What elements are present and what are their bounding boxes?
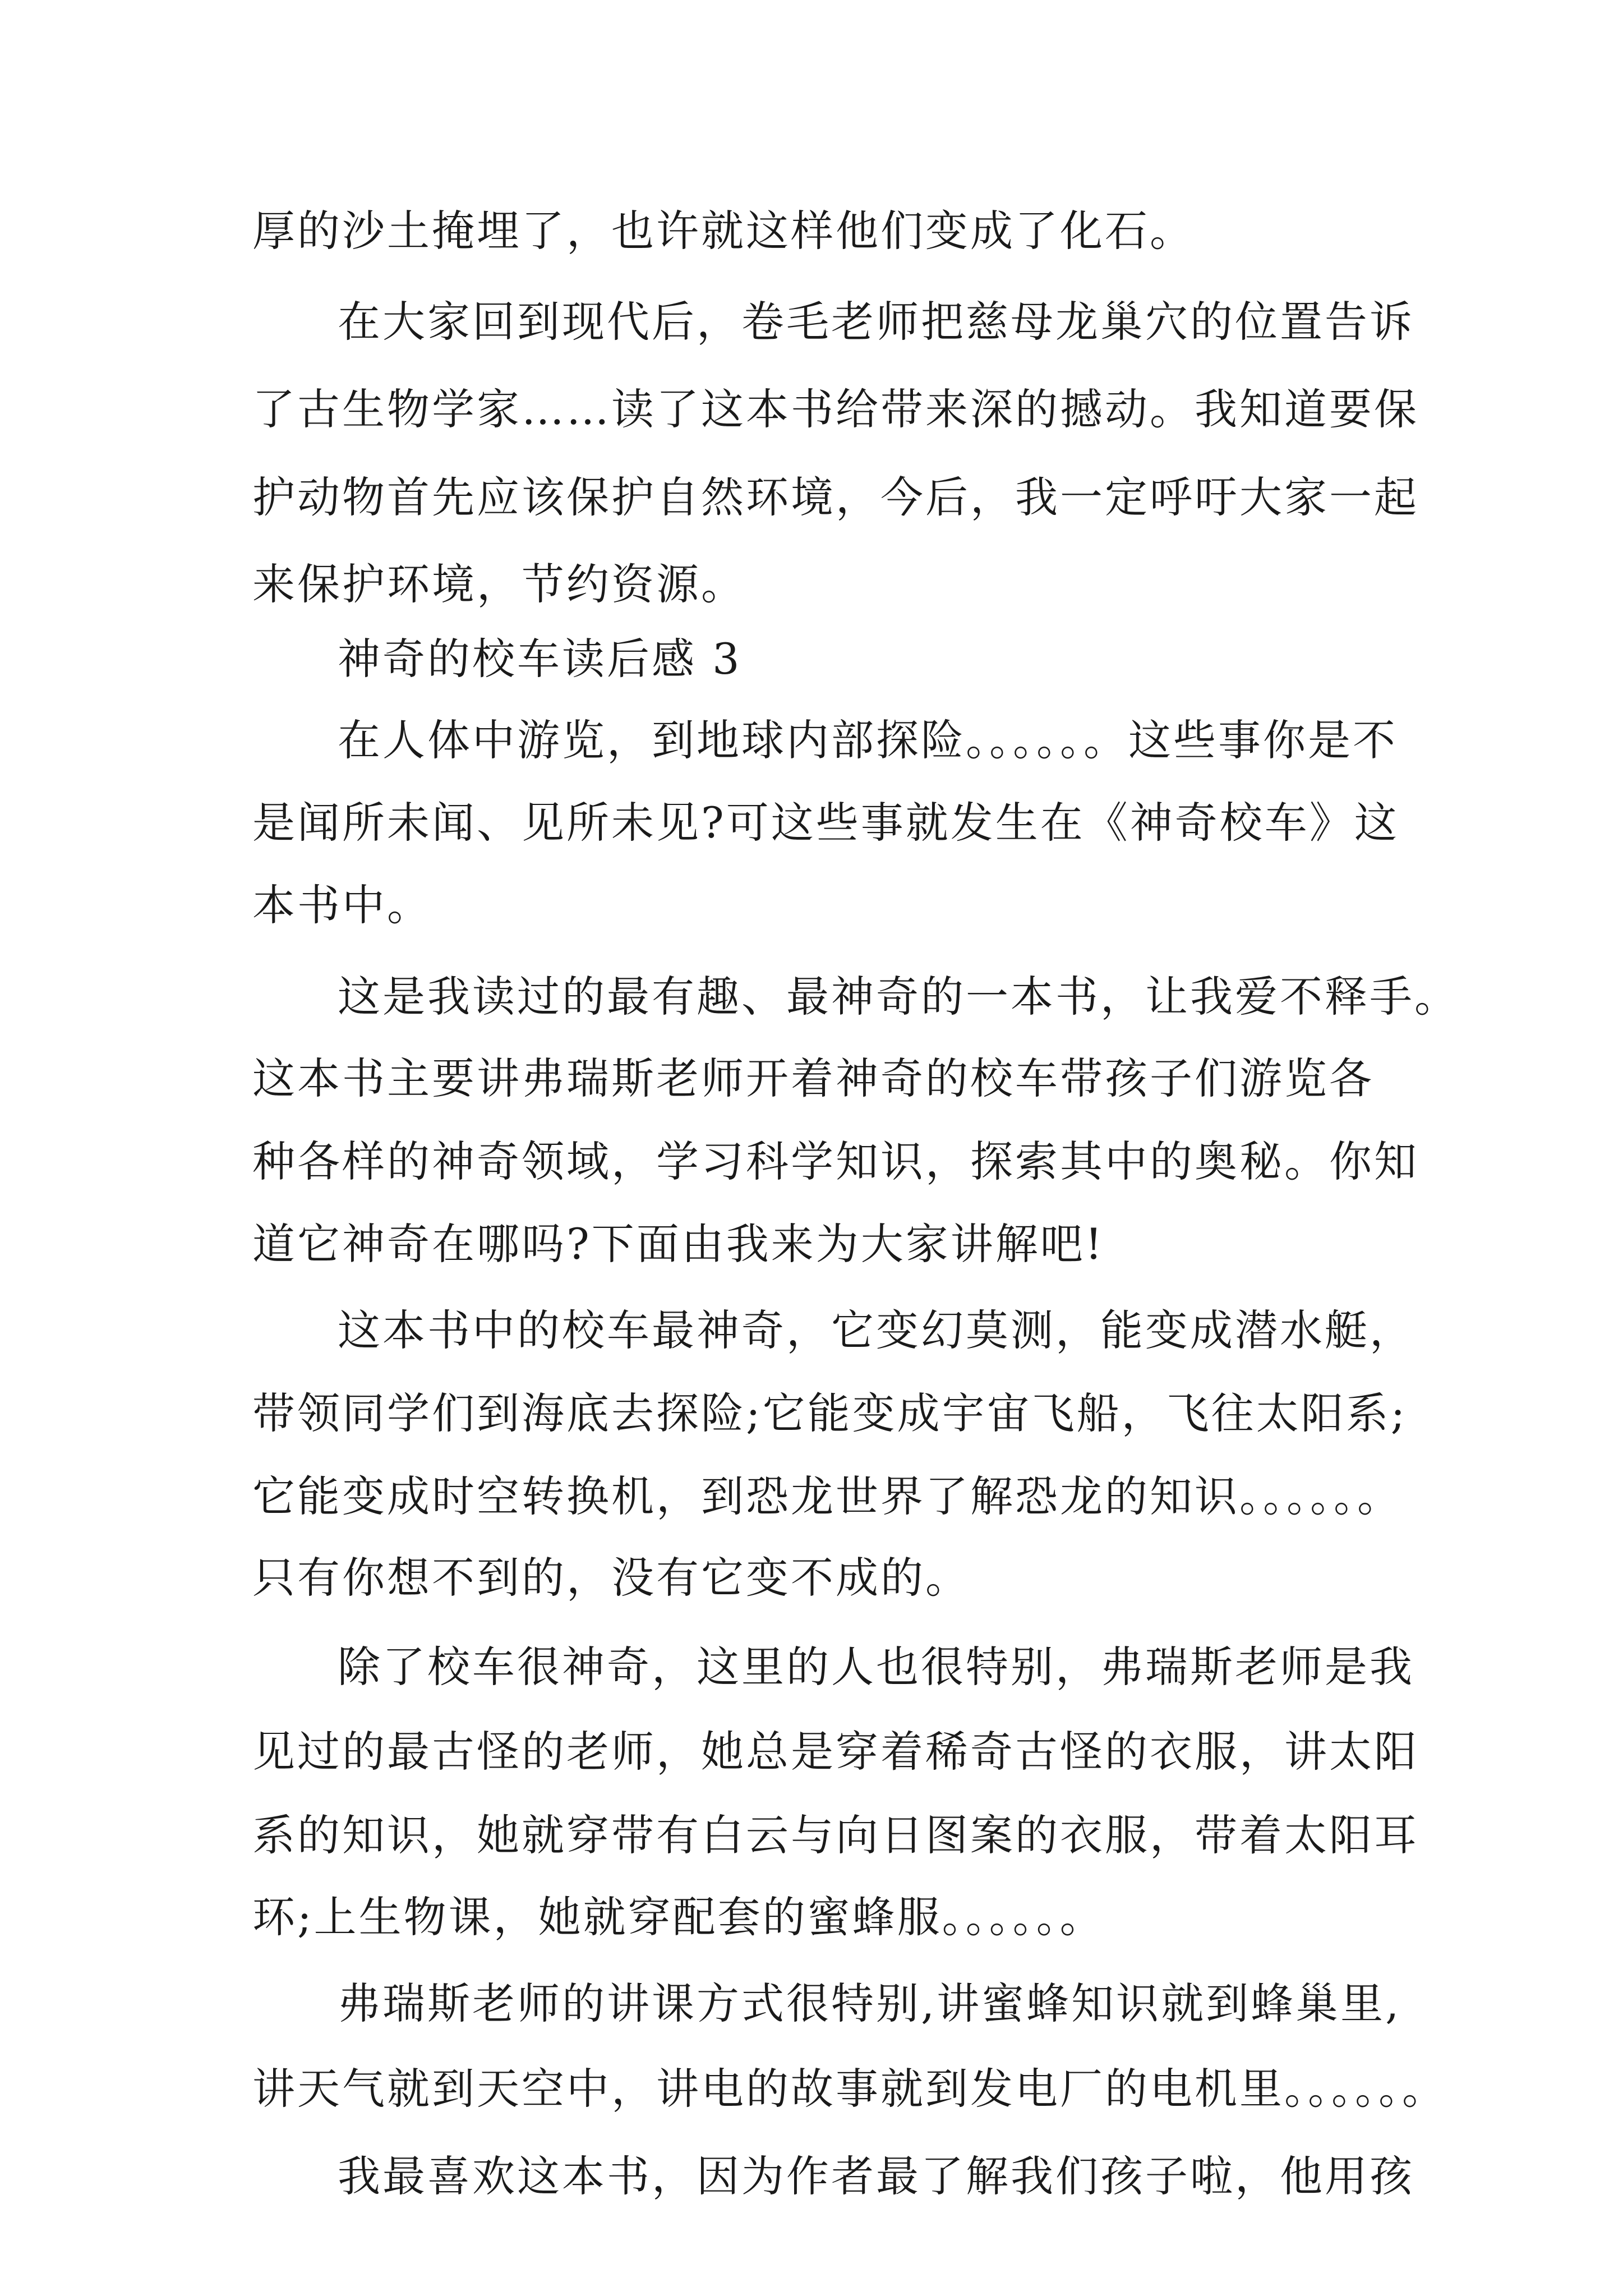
text-line: 来保护环境，节约资源。 (252, 559, 746, 609)
paragraph-start: 除了校车很神奇，这里的人也很特别，弗瑞斯老师是我 (338, 1642, 1414, 1692)
text-line: 环;上生物课，她就穿配套的蜜蜂服。。。。。。 (252, 1892, 1105, 1942)
paragraph-start: 弗瑞斯老师的讲课方式很特别,讲蜜蜂知识就到蜂巢里, (338, 1978, 1401, 2028)
text-line: 带领同学们到海底去探险;它能变成宇宙飞船，飞往太阳系; (252, 1388, 1408, 1438)
text-line: 讲天气就到天空中，讲电的故事就到发电厂的电机里。。。。。。 (252, 2064, 1447, 2114)
text-line: 系的知识，她就穿带有白云与向日图案的衣服，带着太阳耳 (252, 1810, 1419, 1860)
section-heading: 神奇的校车读后感 3 (338, 634, 742, 684)
text-line: 本书中。 (252, 880, 432, 930)
text-line: 是闻所未闻、见所未见?可这些事就发生在《神奇校车》这 (252, 798, 1399, 848)
text-line: 厚的沙土掩埋了，也许就这样他们变成了化石。 (252, 206, 1195, 256)
text-line: 了古生物学家……读了这本书给带来深的撼动。我知道要保 (252, 384, 1419, 434)
text-line: 护动物首先应该保护自然环境，今后，我一定呼吁大家一起 (252, 472, 1419, 522)
paragraph-start: 这是我读过的最有趣、最神奇的一本书，让我爱不释手。 (338, 972, 1459, 1022)
text-line: 道它神奇在哪吗?下面由我来为大家讲解吧! (252, 1219, 1105, 1269)
text-line: 种各样的神奇领域，学习科学知识，探索其中的奥秘。你知 (252, 1137, 1419, 1186)
paragraph-start: 这本书中的校车最神奇，它变幻莫测，能变成潜水艇， (338, 1305, 1414, 1355)
paragraph-start: 我最喜欢这本书，因为作者最了解我们孩子啦，他用孩 (338, 2151, 1414, 2201)
text-line: 这本书主要讲弗瑞斯老师开着神奇的校车带孩子们游览各 (252, 1053, 1374, 1103)
text-line: 只有你想不到的，没有它变不成的。 (252, 1553, 970, 1603)
paragraph-start: 在人体中游览，到地球内部探险。。。。。。这些事你是不 (338, 715, 1398, 765)
paragraph-start: 在大家回到现代后，卷毛老师把慈母龙巢穴的位置告诉 (338, 297, 1414, 347)
text-line: 见过的最古怪的老师，她总是穿着稀奇古怪的衣服，讲太阳 (252, 1727, 1419, 1777)
text-line: 它能变成时空转换机，到恐龙世界了解恐龙的知识。。。。。。 (252, 1471, 1402, 1521)
